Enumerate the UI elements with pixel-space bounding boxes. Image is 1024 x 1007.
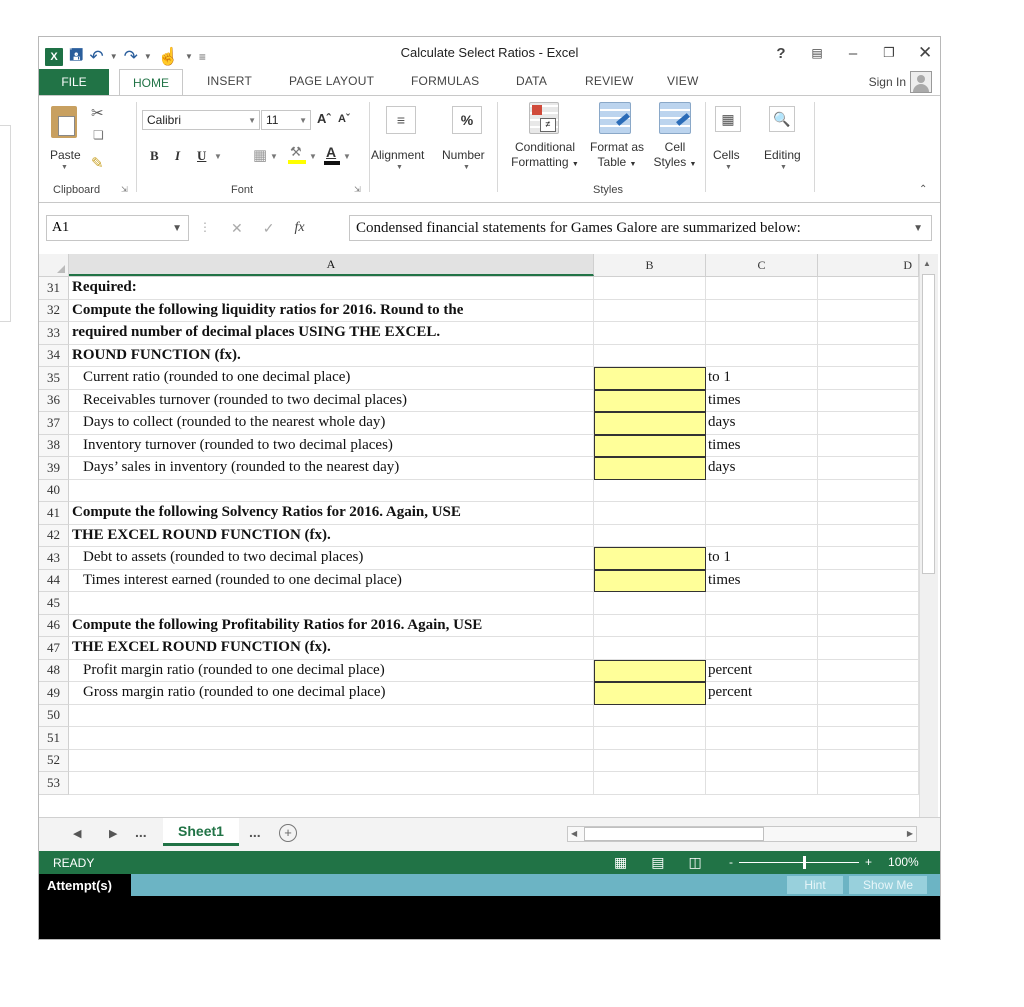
attempts-bar — [39, 874, 940, 896]
cell-a[interactable]: Days’ sales in inventory (rounded to the nearest day) — [69, 457, 594, 480]
row-number[interactable]: 32 — [39, 300, 69, 323]
table-row — [39, 390, 919, 413]
cell-d[interactable] — [818, 457, 919, 480]
answer-input-cell[interactable] — [594, 570, 706, 593]
cell-a[interactable]: Profit margin ratio (rounded to one decimal place) — [69, 660, 594, 683]
scroll-up-icon[interactable]: ▲ — [923, 259, 931, 268]
help-button[interactable]: ? — [776, 44, 786, 62]
row-number[interactable]: 51 — [39, 727, 69, 750]
sign-in-label: Sign In — [868, 75, 906, 89]
font-launcher-icon[interactable]: ⇲ — [354, 185, 361, 194]
cell-styles-button[interactable] — [647, 140, 703, 172]
customize-qat-icon[interactable]: ≡ — [198, 49, 206, 64]
answer-input-cell[interactable] — [594, 660, 706, 683]
formula-buttons — [199, 220, 305, 237]
alignment-icon[interactable]: ≡ — [386, 106, 416, 134]
cell-c[interactable]: times — [706, 435, 818, 458]
zoom-out-button[interactable]: - — [729, 855, 733, 869]
cell-d[interactable] — [818, 390, 919, 413]
tab-view[interactable]: VIEW — [667, 74, 699, 88]
bold-button[interactable]: B — [150, 148, 159, 163]
editing-button[interactable]: Editing — [764, 148, 801, 162]
cell-c[interactable]: to 1 — [706, 547, 818, 570]
formula-bar — [39, 215, 940, 243]
fill-dropdown-icon[interactable]: ▼ — [309, 152, 317, 161]
cell-a[interactable]: Times interest earned (rounded to one decimal place) — [69, 570, 594, 593]
excel-window — [38, 36, 941, 940]
touch-dropdown-icon[interactable]: ▼ — [184, 52, 193, 61]
cell-c[interactable] — [706, 480, 818, 503]
cell-b[interactable] — [594, 525, 706, 548]
ribbon-separator — [814, 102, 815, 192]
clipboard-group-label: Clipboard — [53, 184, 101, 196]
formula-value: Condensed financial statements for Games Galore are summarized below: — [356, 219, 801, 236]
row-number[interactable]: 43 — [39, 547, 69, 570]
table-row — [39, 570, 919, 593]
number-dropdown-icon[interactable]: ▼ — [463, 164, 470, 171]
cell-a[interactable]: required number of decimal places USING THE EXCEL. — [69, 322, 594, 345]
column-header-a[interactable]: A — [69, 254, 594, 276]
answer-input-cell[interactable] — [594, 412, 706, 435]
sign-in[interactable] — [869, 71, 932, 93]
cell-a[interactable]: Days to collect (rounded to the nearest whole day) — [69, 412, 594, 435]
italic-button[interactable]: I — [175, 148, 181, 163]
cell-d[interactable] — [818, 615, 919, 638]
copy-icon[interactable]: ❏ — [93, 128, 104, 142]
row-number[interactable]: 53 — [39, 772, 69, 795]
cell-d[interactable] — [818, 547, 919, 570]
format-painter-icon[interactable]: ✎ — [91, 155, 104, 172]
row-number[interactable]: 37 — [39, 412, 69, 435]
cell-c[interactable] — [706, 705, 818, 728]
sheet-tab-sheet1[interactable]: Sheet1 — [163, 818, 239, 846]
formula-input[interactable] — [349, 215, 932, 241]
cell-c[interactable] — [706, 637, 818, 660]
status-bar — [39, 851, 940, 874]
cell-b[interactable] — [594, 592, 706, 615]
close-icon[interactable]: ✕ — [918, 43, 933, 62]
cell-d[interactable] — [818, 660, 919, 683]
answer-input-cell[interactable] — [594, 435, 706, 458]
cell-d[interactable] — [818, 300, 919, 323]
status-ready: READY — [53, 856, 95, 870]
cells-icon[interactable]: ▦ — [715, 106, 741, 132]
save-icon[interactable]: 🖪 — [69, 45, 84, 64]
tab-page-layout[interactable]: PAGE LAYOUT — [289, 74, 375, 88]
alignment-dropdown-icon[interactable]: ▼ — [396, 164, 403, 171]
table-row — [39, 772, 919, 795]
cell-a[interactable]: Compute the following Profitability Ratios for 2016. Again, USE — [69, 615, 594, 638]
collapse-ribbon-icon[interactable]: ⌃ — [919, 184, 928, 195]
answer-input-cell[interactable] — [594, 457, 706, 480]
bottom-panel — [39, 896, 940, 939]
cell-styles-label-1: Cell — [664, 140, 686, 154]
row-number[interactable]: 34 — [39, 345, 69, 368]
cell-c[interactable] — [706, 277, 818, 300]
chevron-down-icon: ▼ — [913, 222, 923, 234]
add-sheet-button[interactable]: + — [279, 824, 297, 842]
name-box-value: A1 — [52, 220, 70, 235]
cell-d[interactable] — [818, 592, 919, 615]
cell-d[interactable] — [818, 277, 919, 300]
answer-input-cell[interactable] — [594, 547, 706, 570]
redo-icon[interactable]: ↷ — [123, 46, 138, 66]
table-row — [39, 660, 919, 683]
scroll-right-icon[interactable]: ▶ — [906, 829, 913, 838]
cell-d[interactable] — [818, 772, 919, 795]
column-header-d[interactable]: D — [818, 254, 919, 276]
row-number[interactable]: 48 — [39, 660, 69, 683]
redo-dropdown-icon[interactable]: ▼ — [143, 52, 152, 61]
chevron-down-icon: ▼ — [299, 115, 307, 125]
cell-d[interactable] — [818, 637, 919, 660]
table-row — [39, 480, 919, 503]
answer-input-cell[interactable] — [594, 682, 706, 705]
paste-dropdown-icon[interactable]: ▼ — [61, 164, 68, 171]
cell-d[interactable] — [818, 345, 919, 368]
cell-d[interactable] — [818, 570, 919, 593]
left-page-edge — [0, 125, 11, 322]
cell-b[interactable] — [594, 705, 706, 728]
underline-dropdown-icon[interactable]: ▼ — [214, 152, 222, 161]
window-title: Calculate Select Ratios - Excel — [400, 45, 579, 60]
cell-b[interactable] — [594, 727, 706, 750]
row-number[interactable]: 33 — [39, 322, 69, 345]
cell-c[interactable] — [706, 322, 818, 345]
scroll-left-icon[interactable]: ◀ — [571, 829, 578, 838]
vertical-scroll-thumb[interactable] — [922, 274, 935, 574]
sheet-tab-bar — [39, 817, 940, 852]
format-as-table-label-2: Table — [597, 155, 627, 169]
tab-formulas[interactable]: FORMULAS — [411, 74, 480, 88]
cell-d[interactable] — [818, 412, 919, 435]
chevron-down-icon: ▼ — [629, 161, 637, 168]
conditional-formatting-button[interactable] — [509, 140, 581, 172]
cell-d[interactable] — [818, 525, 919, 548]
borders-dropdown-icon[interactable]: ▼ — [270, 152, 278, 161]
cell-d[interactable] — [818, 727, 919, 750]
table-row — [39, 547, 919, 570]
ribbon-tabs — [39, 69, 940, 95]
cell-c[interactable]: days — [706, 457, 818, 480]
cell-a[interactable] — [69, 480, 594, 503]
format-as-table-icon[interactable] — [599, 102, 631, 134]
table-row — [39, 277, 919, 300]
sheet-more-right[interactable]: ... — [249, 824, 261, 840]
cell-d[interactable] — [818, 367, 919, 390]
name-box[interactable] — [46, 215, 189, 241]
cell-b[interactable] — [594, 277, 706, 300]
ribbon-separator — [705, 102, 706, 192]
cell-b[interactable] — [594, 637, 706, 660]
font-color-icon[interactable]: A — [324, 144, 340, 164]
tab-home[interactable]: HOME — [119, 69, 183, 95]
ribbon-separator — [497, 102, 498, 192]
column-header-c[interactable]: C — [706, 254, 818, 276]
conditional-formatting-icon[interactable]: ≠ — [529, 102, 559, 134]
decrease-font-icon[interactable]: Aˇ — [338, 113, 350, 125]
cell-styles-icon[interactable] — [659, 102, 691, 134]
cell-a[interactable]: THE EXCEL ROUND FUNCTION (fx). — [69, 525, 594, 548]
cell-b[interactable] — [594, 322, 706, 345]
table-row — [39, 345, 919, 368]
table-row — [39, 435, 919, 458]
row-number[interactable]: 35 — [39, 367, 69, 390]
zoom-control — [729, 855, 919, 869]
font-name-input[interactable] — [142, 110, 260, 130]
ribbon-home — [39, 95, 940, 203]
underline-button[interactable]: U — [197, 148, 207, 163]
row-number[interactable]: 52 — [39, 750, 69, 773]
horizontal-scrollbar[interactable] — [567, 826, 917, 842]
cell-a[interactable]: Receivables turnover (rounded to two decimal places) — [69, 390, 594, 413]
cells-button[interactable]: Cells — [713, 148, 740, 162]
cell-c[interactable] — [706, 592, 818, 615]
tab-data[interactable]: DATA — [516, 74, 548, 88]
sheet-prev-icon[interactable]: ◀ — [73, 828, 82, 840]
insert-function-button[interactable]: fx — [294, 220, 305, 235]
undo-dropdown-icon[interactable]: ▼ — [109, 52, 118, 61]
paste-button[interactable]: Paste — [50, 148, 81, 162]
window-controls — [774, 43, 932, 63]
cell-styles-label-2: Styles — [653, 155, 687, 169]
cell-a[interactable] — [69, 727, 594, 750]
tab-review[interactable]: REVIEW — [585, 74, 634, 88]
hint-button[interactable]: Hint — [787, 876, 843, 894]
show-me-button[interactable]: Show Me — [849, 876, 927, 894]
font-color-dropdown-icon[interactable]: ▼ — [343, 152, 351, 161]
cell-a[interactable] — [69, 705, 594, 728]
table-row — [39, 367, 919, 390]
cell-c[interactable] — [706, 772, 818, 795]
row-number[interactable]: 41 — [39, 502, 69, 525]
percent-icon[interactable]: % — [452, 106, 482, 134]
zoom-slider[interactable] — [739, 862, 859, 863]
avatar-icon — [910, 71, 932, 93]
normal-view-icon[interactable]: ▦ — [614, 854, 628, 870]
row-number[interactable]: 40 — [39, 480, 69, 503]
cell-a[interactable] — [69, 772, 594, 795]
cell-a[interactable]: Compute the following Solvency Ratios for 2016. Again, USE — [69, 502, 594, 525]
enter-icon[interactable]: ✓ — [262, 220, 275, 236]
cell-a[interactable]: Inventory turnover (rounded to two decimal places) — [69, 435, 594, 458]
row-number[interactable]: 50 — [39, 705, 69, 728]
table-row — [39, 300, 919, 323]
table-row — [39, 727, 919, 750]
chevron-down-icon: ▼ — [689, 161, 697, 168]
sheet-next-icon[interactable]: ▶ — [109, 828, 118, 840]
cell-c[interactable]: times — [706, 390, 818, 413]
column-headers — [39, 254, 919, 277]
horizontal-scroll-thumb[interactable] — [584, 827, 764, 841]
more-icon: ⋮ — [199, 220, 211, 234]
cut-icon[interactable]: ✂ — [91, 105, 104, 122]
row-number[interactable]: 45 — [39, 592, 69, 615]
font-name-value: Calibri — [147, 113, 182, 127]
touch-mode-icon[interactable]: ☝ — [157, 46, 179, 66]
cell-a[interactable]: ROUND FUNCTION (fx). — [69, 345, 594, 368]
increase-font-icon[interactable]: Aˆ — [317, 111, 331, 126]
title-bar — [39, 37, 940, 69]
tab-file[interactable]: FILE — [39, 69, 109, 95]
cell-d[interactable] — [818, 322, 919, 345]
row-number[interactable]: 31 — [39, 277, 69, 300]
row-number[interactable]: 36 — [39, 390, 69, 413]
cell-a[interactable]: Current ratio (rounded to one decimal place) — [69, 367, 594, 390]
conditional-formatting-label-2: Formatting — [511, 155, 569, 169]
cell-b[interactable] — [594, 772, 706, 795]
number-button[interactable]: Number — [442, 148, 485, 162]
cell-c[interactable] — [706, 750, 818, 773]
table-row — [39, 682, 919, 705]
table-row — [39, 457, 919, 480]
restore-icon[interactable]: ❐ — [883, 45, 895, 60]
chevron-down-icon: ▼ — [571, 161, 579, 168]
attempts-label: Attempt(s) — [39, 874, 131, 896]
undo-icon[interactable]: ↶ — [89, 46, 104, 66]
zoom-level[interactable]: 100% — [888, 855, 919, 869]
column-header-b[interactable]: B — [594, 254, 706, 276]
ribbon-separator — [369, 102, 370, 192]
row-number[interactable]: 42 — [39, 525, 69, 548]
cell-d[interactable] — [818, 480, 919, 503]
page-break-view-icon[interactable]: ◫ — [688, 854, 702, 870]
editing-dropdown-icon[interactable]: ▼ — [780, 164, 787, 171]
minimize-icon[interactable]: – — [848, 44, 858, 62]
row-number[interactable]: 38 — [39, 435, 69, 458]
cell-b[interactable] — [594, 480, 706, 503]
cell-b[interactable] — [594, 615, 706, 638]
cell-b[interactable] — [594, 750, 706, 773]
select-all-corner[interactable] — [39, 254, 69, 276]
cell-c[interactable] — [706, 345, 818, 368]
table-row — [39, 592, 919, 615]
cell-c[interactable] — [706, 525, 818, 548]
clipboard-launcher-icon[interactable]: ⇲ — [121, 185, 128, 194]
cell-b[interactable] — [594, 300, 706, 323]
cell-c[interactable]: percent — [706, 660, 818, 683]
excel-logo-icon: X — [45, 48, 63, 66]
ribbon-display-icon[interactable]: ▤ — [811, 46, 823, 60]
cell-d[interactable] — [818, 705, 919, 728]
table-row — [39, 502, 919, 525]
cell-b[interactable] — [594, 345, 706, 368]
sheet-more-left[interactable]: ... — [135, 824, 147, 840]
cell-c[interactable] — [706, 502, 818, 525]
font-size-value: 11 — [266, 113, 279, 127]
format-as-table-button[interactable] — [588, 140, 646, 172]
table-row — [39, 750, 919, 773]
cell-c[interactable]: times — [706, 570, 818, 593]
row-number[interactable]: 44 — [39, 570, 69, 593]
font-size-input[interactable] — [261, 110, 311, 130]
cell-a[interactable]: Gross margin ratio (rounded to one decimal place) — [69, 682, 594, 705]
cell-a[interactable]: Required: — [69, 277, 594, 300]
editing-icon[interactable]: 🔍 — [769, 106, 795, 132]
row-number[interactable]: 47 — [39, 637, 69, 660]
cell-c[interactable] — [706, 727, 818, 750]
cell-c[interactable] — [706, 615, 818, 638]
zoom-in-button[interactable]: + — [865, 855, 873, 869]
paste-icon[interactable] — [51, 106, 77, 138]
cell-a[interactable] — [69, 592, 594, 615]
cell-c[interactable]: to 1 — [706, 367, 818, 390]
answer-input-cell[interactable] — [594, 390, 706, 413]
ribbon-separator — [136, 102, 137, 192]
cell-c[interactable] — [706, 300, 818, 323]
cancel-icon[interactable]: ✕ — [231, 220, 243, 236]
row-number[interactable]: 39 — [39, 457, 69, 480]
table-row — [39, 637, 919, 660]
table-row — [39, 705, 919, 728]
view-buttons — [614, 854, 702, 871]
table-row — [39, 615, 919, 638]
format-as-table-label-1: Format as — [589, 140, 644, 154]
row-number[interactable]: 46 — [39, 615, 69, 638]
cells-dropdown-icon[interactable]: ▼ — [725, 164, 732, 171]
cell-a[interactable] — [69, 750, 594, 773]
fill-color-icon[interactable]: ⚒ — [288, 144, 306, 164]
table-row — [39, 322, 919, 345]
cell-a[interactable]: THE EXCEL ROUND FUNCTION (fx). — [69, 637, 594, 660]
page-layout-view-icon[interactable]: ▤ — [651, 854, 665, 870]
alignment-button[interactable]: Alignment — [371, 148, 425, 162]
cell-b[interactable] — [594, 502, 706, 525]
chevron-down-icon: ▼ — [248, 115, 256, 125]
cell-a[interactable]: Compute the following liquidity ratios for 2016. Round to the — [69, 300, 594, 323]
answer-input-cell[interactable] — [594, 367, 706, 390]
cell-d[interactable] — [818, 435, 919, 458]
row-number[interactable]: 49 — [39, 682, 69, 705]
cell-d[interactable] — [818, 682, 919, 705]
styles-group-label: Styles — [593, 184, 623, 196]
vertical-scrollbar[interactable] — [919, 254, 938, 828]
font-group-label: Font — [231, 184, 254, 196]
table-row — [39, 525, 919, 548]
borders-icon[interactable]: ▦ — [253, 147, 268, 164]
cell-c[interactable]: days — [706, 412, 818, 435]
cell-d[interactable] — [818, 502, 919, 525]
tab-insert[interactable]: INSERT — [207, 74, 252, 88]
cell-d[interactable] — [818, 750, 919, 773]
cell-a[interactable]: Debt to assets (rounded to two decimal places) — [69, 547, 594, 570]
table-row — [39, 412, 919, 435]
cell-c[interactable]: percent — [706, 682, 818, 705]
conditional-formatting-label-1: Conditional — [514, 140, 576, 154]
chevron-down-icon: ▼ — [172, 222, 182, 234]
